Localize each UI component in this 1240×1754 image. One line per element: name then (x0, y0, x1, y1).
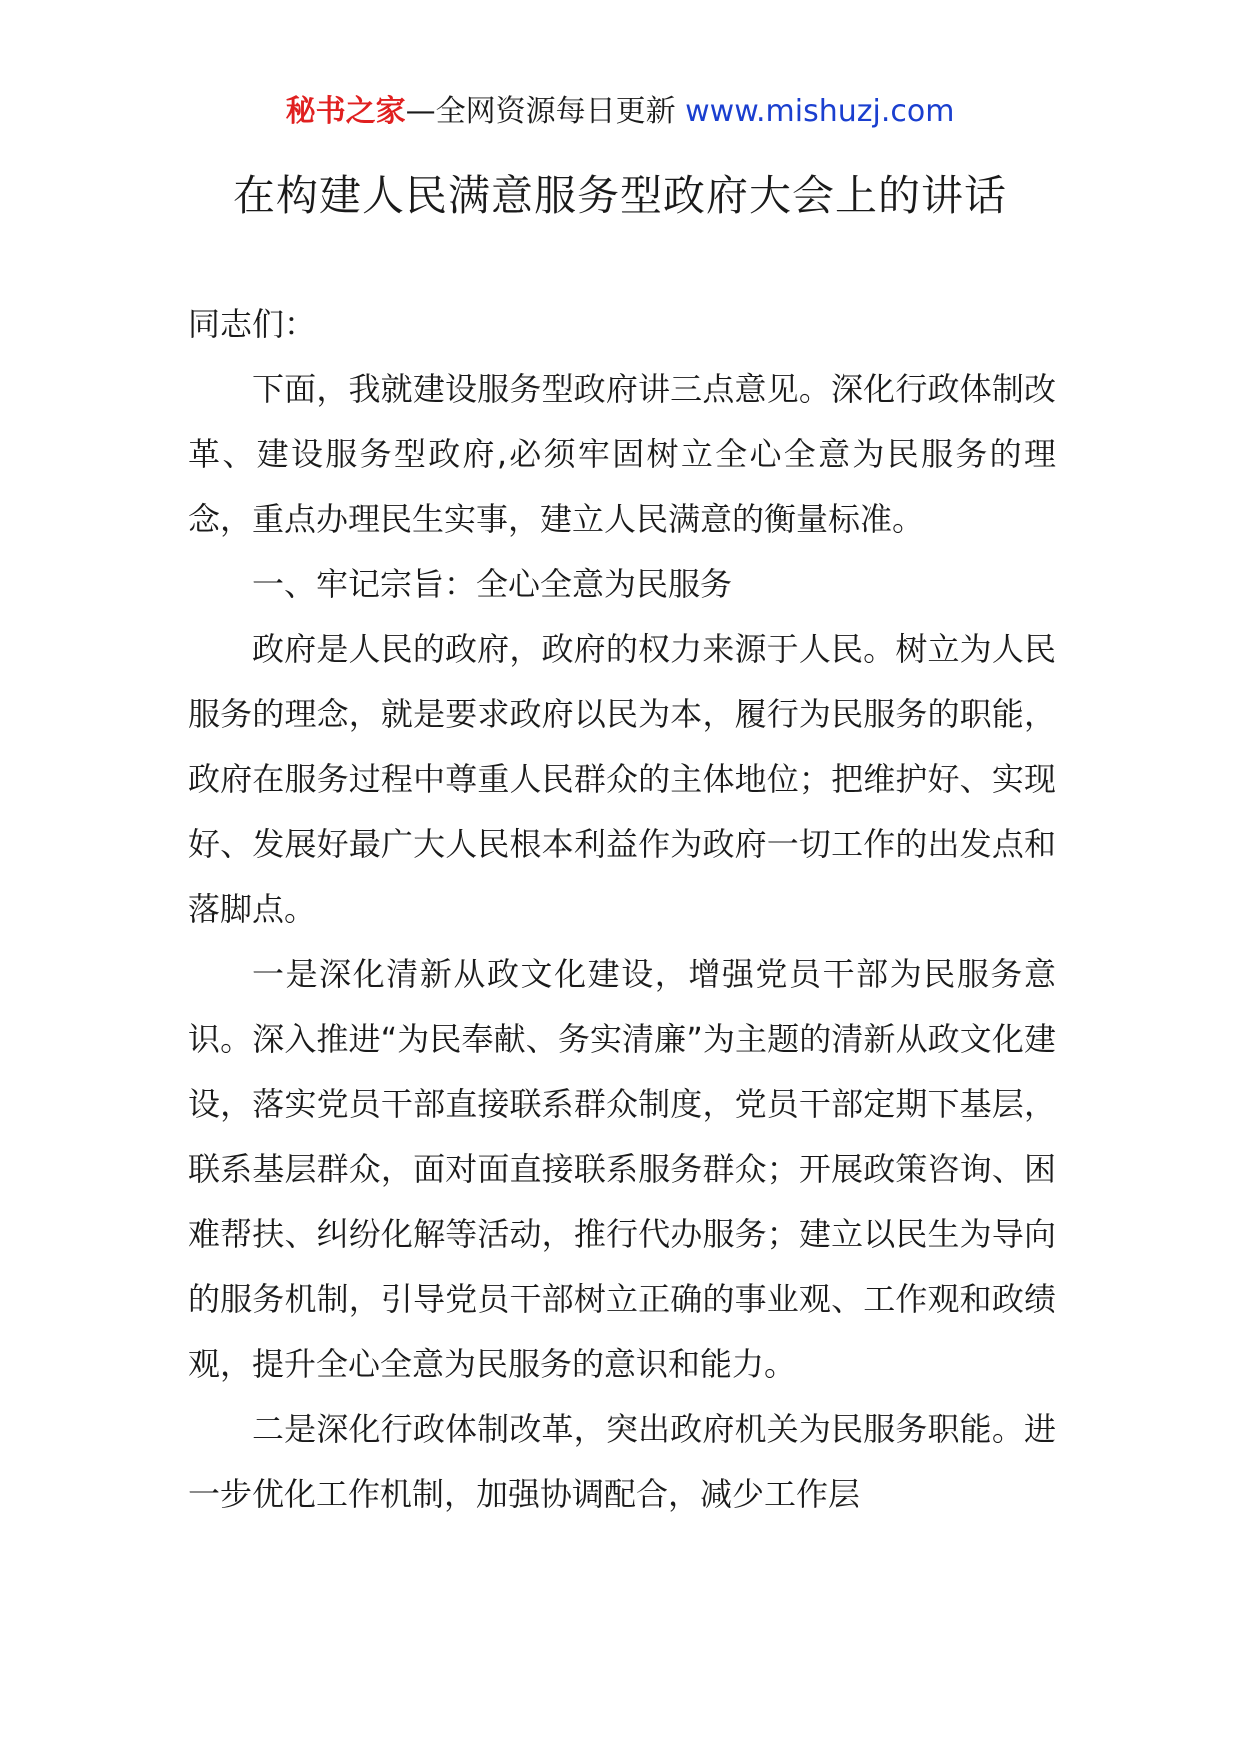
section-heading-1: 一、牢记宗旨：全心全意为民服务 (252, 565, 733, 603)
site-header (0, 92, 1240, 132)
paragraph-intro: 下面，我就建设服务型政府讲三点意见。深化行政体制改革、建设服务型政府,必须牢固树立全心全意为民服务的理念，重点办理民生实事，建立人民满意的衡量标准。 (188, 370, 1056, 538)
paragraph-point-2: 二是深化行政体制改革，突出政府机关为民服务职能。进一步优化工作机制，加强协调配合，减少工作层 (188, 1410, 1056, 1513)
site-brand: 秘书之家 (285, 94, 406, 129)
paragraph-section-1: 政府是人民的政府，政府的权力来源于人民。树立为人民服务的理念，就是要求政府以民为本，履行为民服务的职能，政府在服务过程中尊重人民群众的主体地位；把维护好、实现好、发展好最广大人民根本利益作为政府一切工作的出发点和落脚点。 (188, 630, 1056, 928)
paragraph-point-1: 一是深化清新从政文化建设，增强党员干部为民服务意识。深入推进“为民奉献、务实清廉”为主题的清新从政文化建设，落实党员干部直接联系群众制度，党员干部定期下基层，联系基层群众，面对面直接联系服务群众；开展政策咨询、困难帮扶、纠纷化解等活动，推行代办服务；建立以民生为导向的服务机制，引导党员干部树立正确的事业观、工作观和政绩观，提升全心全意为民服务的意识和能力。 (188, 955, 1056, 1383)
document-title: 在构建人民满意服务型政府大会上的讲话 (232, 171, 1007, 220)
site-tagline: —全网资源每日更新 (405, 94, 686, 129)
site-url-link[interactable]: www.mishuzj.com (685, 94, 955, 129)
document-body (188, 292, 1056, 1527)
salutation: 同志们： (188, 305, 317, 343)
